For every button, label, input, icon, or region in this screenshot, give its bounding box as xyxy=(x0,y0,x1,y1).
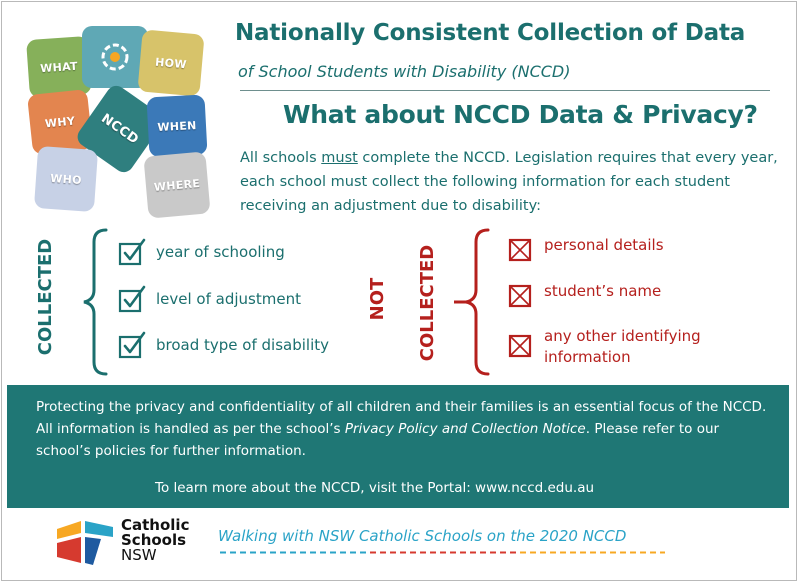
puzzle-label-how: HOW xyxy=(154,55,188,71)
privacy-text-start: Protecting the privacy and confidentiality of all children and their families is an essential focus of the NCCD. All information is handled as per the school’s xyxy=(36,399,767,437)
checkbox-checked-icon xyxy=(118,331,146,359)
puzzle-label-where: WHERE xyxy=(153,176,201,194)
collected-item xyxy=(118,285,301,313)
puzzle-label-when: WHEN xyxy=(157,118,197,134)
brand-line-3: NSW xyxy=(121,546,157,564)
puzzle-piece-how xyxy=(137,29,204,96)
checkbox-checked-icon xyxy=(118,285,146,313)
not-collected-item xyxy=(508,282,661,308)
catholic-schools-logo-icon xyxy=(55,517,115,567)
not-collected-item-label: personal details xyxy=(544,236,664,254)
brand-line-2: Schools xyxy=(121,531,187,549)
not-collected-item-label: any other identifying information xyxy=(544,327,701,366)
not-collected-label-line1: NOT xyxy=(367,277,388,321)
collected-item-label: level of adjustment xyxy=(156,290,301,308)
not-collected-item xyxy=(508,236,664,262)
catholic-schools-brand xyxy=(121,518,189,563)
checkbox-crossed-icon xyxy=(508,236,534,262)
people-circle-icon xyxy=(98,40,132,74)
privacy-statement xyxy=(36,396,776,462)
collected-item-label: broad type of disability xyxy=(156,336,329,354)
collected-brace xyxy=(80,228,110,376)
checkbox-crossed-icon xyxy=(508,332,534,358)
privacy-text-end: . Please refer to our school’s policies for further information. xyxy=(36,421,720,459)
collected-item-label: year of schooling xyxy=(156,243,285,261)
collected-label: COLLECTED xyxy=(35,238,56,356)
puzzle-piece-where xyxy=(143,151,210,218)
puzzle-label-why: WHY xyxy=(44,113,76,131)
privacy-policy-reference: Privacy Policy and Collection Notice xyxy=(344,421,586,437)
puzzle-label-who: WHO xyxy=(49,171,83,187)
intro-emphasis-must: must xyxy=(321,150,358,166)
puzzle-graphic xyxy=(28,18,208,223)
title-line-1: Nationally Consistent Collection of Data xyxy=(235,20,746,46)
not-collected-brace xyxy=(452,228,492,376)
not-collected-item xyxy=(508,326,768,368)
checkbox-checked-icon xyxy=(118,238,146,266)
checkbox-crossed-icon xyxy=(508,282,534,308)
title-line-2: of School Students with Disability (NCCD) xyxy=(238,62,571,81)
page-subtitle: What about NCCD Data & Privacy? xyxy=(283,100,758,129)
intro-text-end: complete the NCCD. Legislation requires that every year, each school must collect the following information for each student receiving an adjustment due to disability: xyxy=(240,150,778,214)
puzzle-piece-when xyxy=(146,95,207,158)
puzzle-label-what: WHAT xyxy=(39,59,79,75)
intro-text-start: All schools xyxy=(240,150,322,166)
portal-link-text: To learn more about the NCCD, visit the Portal: www.nccd.edu.au xyxy=(155,480,595,496)
footer-tagline: Walking with NSW Catholic Schools on the 2020 NCCD xyxy=(218,527,627,545)
decorative-dash-line xyxy=(220,551,665,554)
not-collected-item-label: student’s name xyxy=(544,282,662,300)
intro-paragraph xyxy=(240,146,795,218)
header-divider xyxy=(240,90,770,91)
collected-item xyxy=(118,238,285,266)
puzzle-piece-who xyxy=(34,146,98,212)
not-collected-label-line2: COLLECTED xyxy=(417,244,438,362)
puzzle-label-nccd: NCCD xyxy=(98,110,142,148)
brand-line-1: Catholic xyxy=(121,516,190,534)
collected-item xyxy=(118,331,329,359)
